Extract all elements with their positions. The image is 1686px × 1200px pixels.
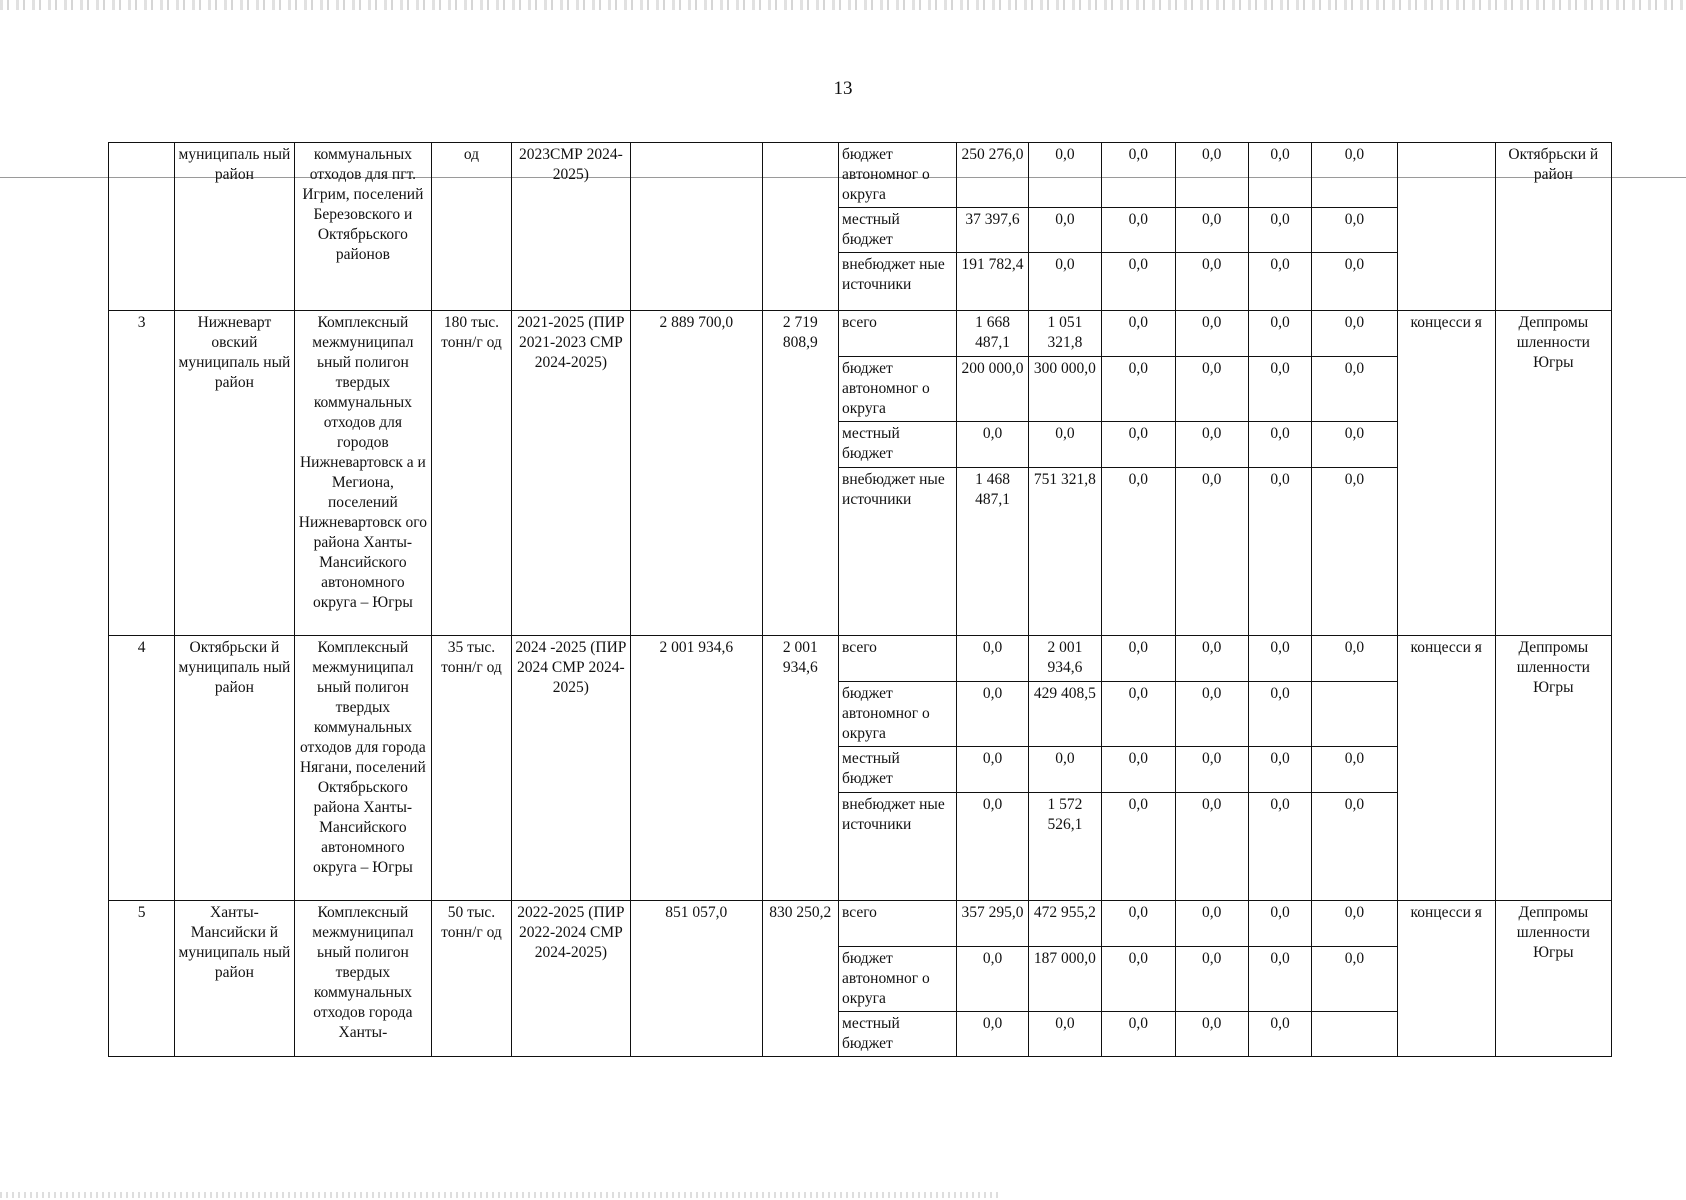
- cell-value: 200 000,0: [957, 357, 1028, 422]
- cell-value: 0,0: [1248, 682, 1311, 747]
- cell-municipality: Октябрьски й муниципаль ный район: [175, 636, 294, 901]
- cell-value: 0,0: [1175, 682, 1248, 747]
- cell-value: 0,0: [1175, 422, 1248, 468]
- cell-period: 2024 -2025 (ПИР 2024 СМР 2024-2025): [511, 636, 630, 901]
- cell-value: 0,0: [1028, 143, 1101, 208]
- cell-value: 0,0: [1312, 422, 1398, 468]
- cell-value: 0,0: [1175, 1012, 1248, 1057]
- page-number: 13: [833, 78, 853, 99]
- cell-funding-source: внебюджет ные источники: [839, 468, 957, 636]
- cell-value: 0,0: [1102, 357, 1175, 422]
- cell-financing-mechanism: концесси я: [1397, 311, 1495, 636]
- cell-value: 0,0: [1175, 468, 1248, 636]
- cell-value: 0,0: [1102, 636, 1175, 682]
- cell-capacity: од: [432, 143, 512, 311]
- cell-value: 0,0: [1028, 253, 1101, 311]
- cell-value: 0,0: [1312, 947, 1398, 1012]
- cell-value: 0,0: [1102, 747, 1175, 793]
- cell-object: коммунальных отходов для пгт. Игрим, поселений Березовского и Октябрьского районов: [294, 143, 432, 311]
- cell-financing-mechanism: [1397, 143, 1495, 311]
- cell-value: 0,0: [1248, 253, 1311, 311]
- cell-value: 0,0: [1248, 422, 1311, 468]
- cell-value: 0,0: [1175, 253, 1248, 311]
- cell-executor: Октябрьски й район: [1495, 143, 1611, 311]
- table-row: [109, 901, 1612, 947]
- cell-financing-mechanism: концесси я: [1397, 636, 1495, 901]
- cell-value: 0,0: [957, 636, 1028, 682]
- cell-value: 472 955,2: [1028, 901, 1101, 947]
- cell-value: 0,0: [1248, 143, 1311, 208]
- scan-edge-top: [0, 0, 1686, 10]
- cell-number: [109, 143, 175, 311]
- cell-funding-source: бюджет автономног о округа: [839, 682, 957, 747]
- cell-value: 0,0: [1312, 747, 1398, 793]
- cell-value: 0,0: [1102, 143, 1175, 208]
- cell-capacity: 50 тыс. тонн/г од: [432, 901, 512, 1057]
- cell-value: 0,0: [1248, 901, 1311, 947]
- cell-value: 0,0: [957, 422, 1028, 468]
- table-row: [109, 311, 1612, 357]
- investment-objects-table: [108, 142, 1612, 1057]
- cell-value: [1312, 1012, 1398, 1057]
- cell-period: 2022-2025 (ПИР 2022-2024 СМР 2024-2025): [511, 901, 630, 1057]
- cell-object: Комплексный межмуниципал ьный полигон твердых коммунальных отходов для города Нягани, поселений Октябрьского района Ханты-Мансийского автономного округа – Югры: [294, 636, 432, 901]
- cell-value: 0,0: [1175, 901, 1248, 947]
- cell-value: 1 572 526,1: [1028, 793, 1101, 901]
- cell-value: 0,0: [1102, 311, 1175, 357]
- cell-number: 5: [109, 901, 175, 1057]
- cell-value: 429 408,5: [1028, 682, 1101, 747]
- cell-financing-mechanism: концесси я: [1397, 901, 1495, 1057]
- table-body: [109, 143, 1612, 1057]
- cell-value: 1 668 487,1: [957, 311, 1028, 357]
- cell-value: 0,0: [1248, 636, 1311, 682]
- cell-value: 0,0: [1102, 682, 1175, 747]
- cell-value: 0,0: [957, 747, 1028, 793]
- cell-value: 0,0: [1102, 208, 1175, 253]
- cell-municipality: муниципаль ный район: [175, 143, 294, 311]
- cell-value: 0,0: [1028, 1012, 1101, 1057]
- cell-value: 0,0: [1102, 468, 1175, 636]
- cell-value: 0,0: [1175, 143, 1248, 208]
- cell-value: 0,0: [1312, 468, 1398, 636]
- cell-total-cost: 2 889 700,0: [631, 311, 763, 636]
- cell-value: 1 468 487,1: [957, 468, 1028, 636]
- table-row: [109, 143, 1612, 208]
- table-row: [109, 636, 1612, 682]
- cell-executor: Деппромы шленности Югры: [1495, 901, 1611, 1057]
- cell-funding-source: местный бюджет: [839, 747, 957, 793]
- cell-number: 4: [109, 636, 175, 901]
- cell-value: 0,0: [1175, 636, 1248, 682]
- cell-total-cost: [631, 143, 763, 311]
- cell-value: 0,0: [1175, 793, 1248, 901]
- cell-funding-source: всего: [839, 636, 957, 682]
- cell-period: 2021-2025 (ПИР 2021-2023 СМР 2024-2025): [511, 311, 630, 636]
- cell-executor: Деппромы шленности Югры: [1495, 311, 1611, 636]
- cell-value: 0,0: [1175, 747, 1248, 793]
- cell-value: 0,0: [1028, 747, 1101, 793]
- cell-value: 0,0: [957, 793, 1028, 901]
- cell-total-cost: 851 057,0: [631, 901, 763, 1057]
- cell-funding-source: внебюджет ные источники: [839, 793, 957, 901]
- cell-period: 2023СМР 2024-2025): [511, 143, 630, 311]
- cell-total-cost: 2 001 934,6: [631, 636, 763, 901]
- cell-value: 2 001 934,6: [1028, 636, 1101, 682]
- cell-value: 0,0: [1102, 793, 1175, 901]
- cell-value: 0,0: [1175, 311, 1248, 357]
- cell-value: 0,0: [1248, 947, 1311, 1012]
- cell-value: 0,0: [1312, 636, 1398, 682]
- cell-funding-source: местный бюджет: [839, 208, 957, 253]
- cell-funding-source: бюджет автономног о округа: [839, 357, 957, 422]
- cell-funding-source: бюджет автономног о округа: [839, 947, 957, 1012]
- cell-funding-source: внебюджет ные источники: [839, 253, 957, 311]
- cell-funding-source: местный бюджет: [839, 422, 957, 468]
- cell-object: Комплексный межмуниципал ьный полигон твердых коммунальных отходов для городов Нижневартовск а и Мегиона, поселений Нижневартовск ого района Ханты-Мансийского автономного округа – Югры: [294, 311, 432, 636]
- cell-value: 0,0: [957, 1012, 1028, 1057]
- cell-number: 3: [109, 311, 175, 636]
- cell-value: 300 000,0: [1028, 357, 1101, 422]
- cell-value: 0,0: [1312, 208, 1398, 253]
- scan-edge-bottom: [0, 1192, 1000, 1198]
- cell-municipality: Нижневарт овский муниципаль ный район: [175, 311, 294, 636]
- cell-value: 0,0: [1102, 422, 1175, 468]
- cell-value: 0,0: [1312, 253, 1398, 311]
- cell-value: 0,0: [1102, 901, 1175, 947]
- cell-value: 0,0: [957, 682, 1028, 747]
- cell-value: 0,0: [1102, 1012, 1175, 1057]
- cell-funding-source: бюджет автономног о округа: [839, 143, 957, 208]
- cell-value: 0,0: [1248, 1012, 1311, 1057]
- cell-executor: Деппромы шленности Югры: [1495, 636, 1611, 901]
- cell-value: 0,0: [1312, 901, 1398, 947]
- cell-value: 0,0: [1175, 208, 1248, 253]
- cell-funding-source: местный бюджет: [839, 1012, 957, 1057]
- cell-value: [1312, 682, 1398, 747]
- cell-value: 0,0: [1248, 208, 1311, 253]
- cell-capacity: 180 тыс. тонн/г од: [432, 311, 512, 636]
- cell-value: 0,0: [1028, 422, 1101, 468]
- cell-value: 0,0: [1248, 468, 1311, 636]
- cell-capacity: 35 тыс. тонн/г од: [432, 636, 512, 901]
- cell-value: 357 295,0: [957, 901, 1028, 947]
- cell-value: 0,0: [1312, 357, 1398, 422]
- cell-value: 0,0: [1102, 253, 1175, 311]
- cell-value: 37 397,6: [957, 208, 1028, 253]
- cell-funding-source: всего: [839, 901, 957, 947]
- cell-value: 191 782,4: [957, 253, 1028, 311]
- cell-municipality: Ханты-Мансийски й муниципаль ный район: [175, 901, 294, 1057]
- cell-value: 0,0: [1312, 793, 1398, 901]
- cell-value: 0,0: [1175, 947, 1248, 1012]
- cell-value: 250 276,0: [957, 143, 1028, 208]
- cell-remaining-cost: [762, 143, 838, 311]
- cell-object: Комплексный межмуниципал ьный полигон твердых коммунальных отходов города Ханты-: [294, 901, 432, 1057]
- cell-remaining-cost: 830 250,2: [762, 901, 838, 1057]
- cell-value: 0,0: [1248, 311, 1311, 357]
- cell-value: 187 000,0: [1028, 947, 1101, 1012]
- cell-value: 1 051 321,8: [1028, 311, 1101, 357]
- cell-remaining-cost: 2 001 934,6: [762, 636, 838, 901]
- cell-value: 0,0: [1248, 357, 1311, 422]
- cell-value: 0,0: [1312, 143, 1398, 208]
- cell-value: 0,0: [1102, 947, 1175, 1012]
- cell-value: 0,0: [1248, 793, 1311, 901]
- cell-funding-source: всего: [839, 311, 957, 357]
- cell-value: 0,0: [1175, 357, 1248, 422]
- cell-remaining-cost: 2 719 808,9: [762, 311, 838, 636]
- cell-value: 0,0: [1248, 747, 1311, 793]
- cell-value: 0,0: [1028, 208, 1101, 253]
- cell-value: 751 321,8: [1028, 468, 1101, 636]
- cell-value: 0,0: [957, 947, 1028, 1012]
- cell-value: 0,0: [1312, 311, 1398, 357]
